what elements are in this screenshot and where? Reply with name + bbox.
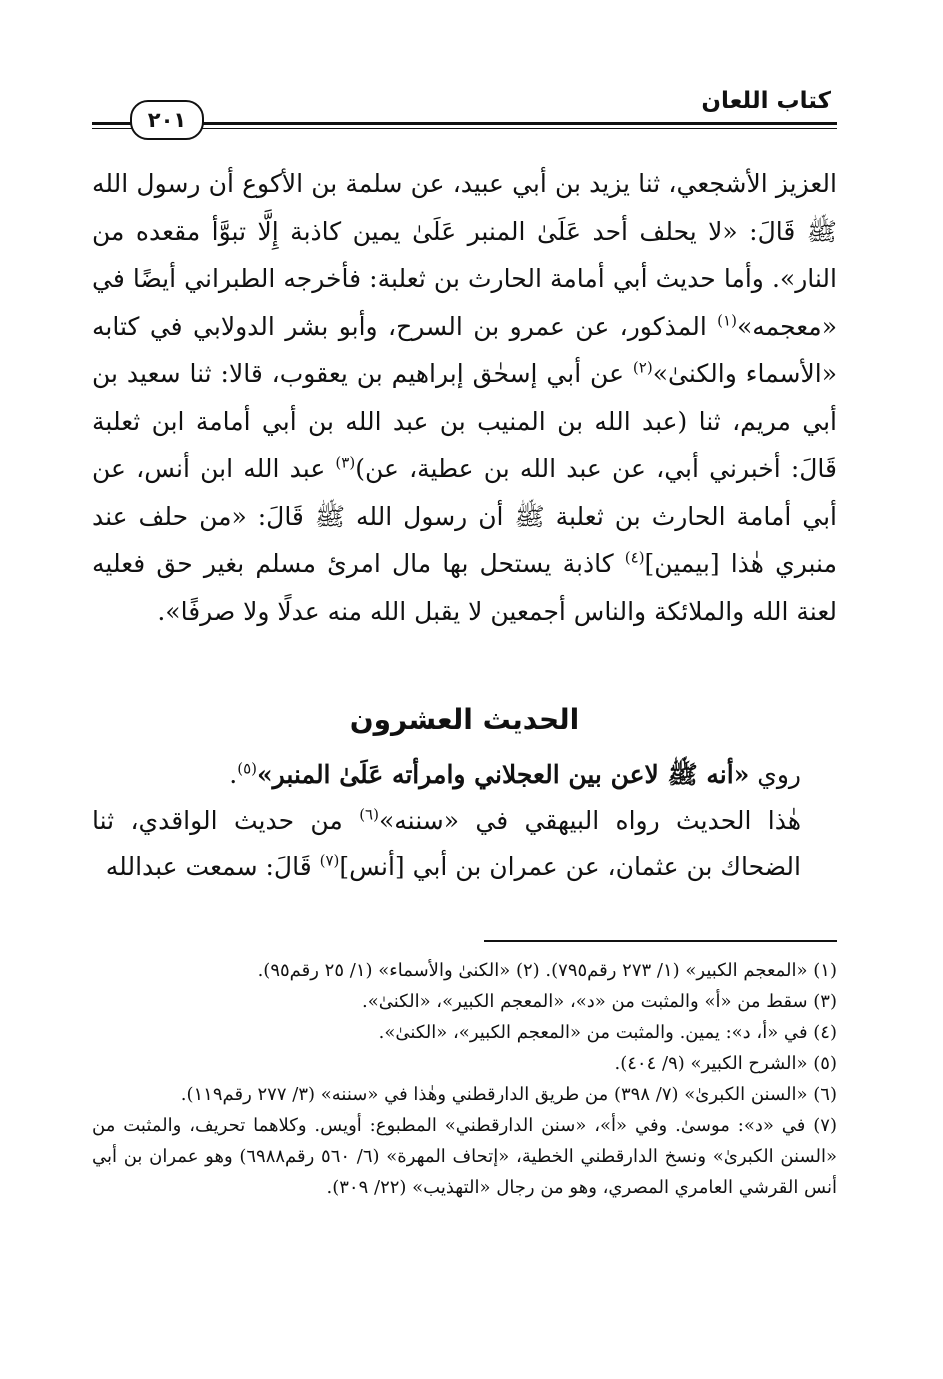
footnote: (٥) «الشرح الكبير» (٩/ ٤٠٤). [614,1053,837,1074]
footnote-marker: (١) [717,311,737,330]
section-heading: الحديث العشرون [349,703,580,736]
text-run: عن أبي إسحٰق إبراهيم بن يعقوب، قالا: ثنا سعيد بن أبي مريم، ثنا (عبد الله بن المنيب بن عبد الله بن أبي أمامة ابن ثعلبة قَالَ: أخبرني أبي، عن عبد الله بن عطية، عن) [92,359,837,483]
footnote: (٧) في «د»: موسىٰ. وفي «أ»، «سنن الدارقطني» المطبوع: أويس. وكلاهما تحريف، والمثبت من «السنن الكبرىٰ» ونسخ الدارقطني الخطية، «إتحاف المهرة» (٦/ ٥٦٠ رقم٦٩٨٨) وهو عمران بن أبي أنس القرشي العامري المصري، وهو من رجال «التهذيب» (٢٢/ ٣٠٩). [92,1115,838,1198]
footnote-marker: (٦) [359,805,379,824]
text-run: المذكور، عن عمرو بن السرح، وأبو بشر الدولابي في كتابه «الأسماء والكنىٰ» [92,311,838,388]
footnote-separator [484,940,837,942]
text-run: كاذبة يستحل بها مال امرئ مسلم بغير حق فعليه لعنة الله والملائكة والناس أجمعين لا يقبل الله منه عدلًا ولا صرفًا». [92,549,837,626]
narration-line: روي «أنه ﷺ لاعن بين العجلاني وامرأته عَلَىٰ المنبر»$^{(٥)}$. [229,759,801,789]
footnote-marker: (٢) [632,358,653,377]
text-run: عبد الله ابن أنس، عن أبي أمامة الحارث بن ثعلبة ﷺ أن رسول الله ﷺ قَالَ: «من حلف عند منبري هٰذا [بيمين] [92,454,837,578]
footnote-marker: (٥) [237,759,257,778]
hadith-text: «أنه ﷺ لاعن بين العجلاني وامرأته عَلَىٰ المنبر» [256,760,750,789]
text-run: هٰذا الحديث رواه البيهقي في «سننه» [378,806,801,835]
footnote: (٤) في «أ، د»: يمين. والمثبت من «المعجم الكبير»، «الكنىٰ». [378,1022,837,1043]
text-run: قَالَ: سمعت عبدالله [105,852,320,881]
text-run: العزيز الأشجعي، ثنا يزيد بن أبي عبيد، عن سلمة بن الأكوع أن رسول الله ﷺ قَالَ: «لا يحلف أحد عَلَىٰ المنبر عَلَىٰ يمين كاذبة إِلَّا تبوَّأ مقعده من النار». وأما حديث أبي أمامة الحارث بن ثعلبة: فأخرجه الطبراني أيضًا في «معجمه» [92,169,837,341]
footnote-marker: (٤) [624,548,645,567]
footnote: (١) «المعجم الكبير» (١/ ٢٧٣ رقم٧٩٥). (٢) «الكنىٰ والأسماء» (١/ ٢٥ رقم٩٥). [257,960,837,981]
header-rule-thin [92,128,837,129]
paragraph [92,798,837,890]
chapter-title: كتاب اللعان [701,88,831,114]
main-text [92,160,837,635]
footnote-marker: (٣) [335,453,356,472]
text-run: روي [749,760,801,789]
page-header [92,88,837,136]
footnotes [92,955,837,1203]
text-run: من حديث الواقدي، ثنا الضحاك بن عثمان، عن عمران بن أبي [أنس] [92,806,801,881]
footnote: (٦) «السنن الكبرىٰ» (٧/ ٣٩٨) من طريق الدارقطني وهٰذا في «سننه» (٣/ ٢٧٧ رقم١١٩). [180,1084,837,1105]
footnote-marker: (٧) [319,851,340,870]
section-text [92,752,837,890]
footnote: (٣) سقط من «أ» والمثبت من «د»، «المعجم الكبير»، «الكنىٰ». [361,991,837,1012]
paragraph [92,160,837,635]
page-number: ٢٠١ [130,100,204,140]
